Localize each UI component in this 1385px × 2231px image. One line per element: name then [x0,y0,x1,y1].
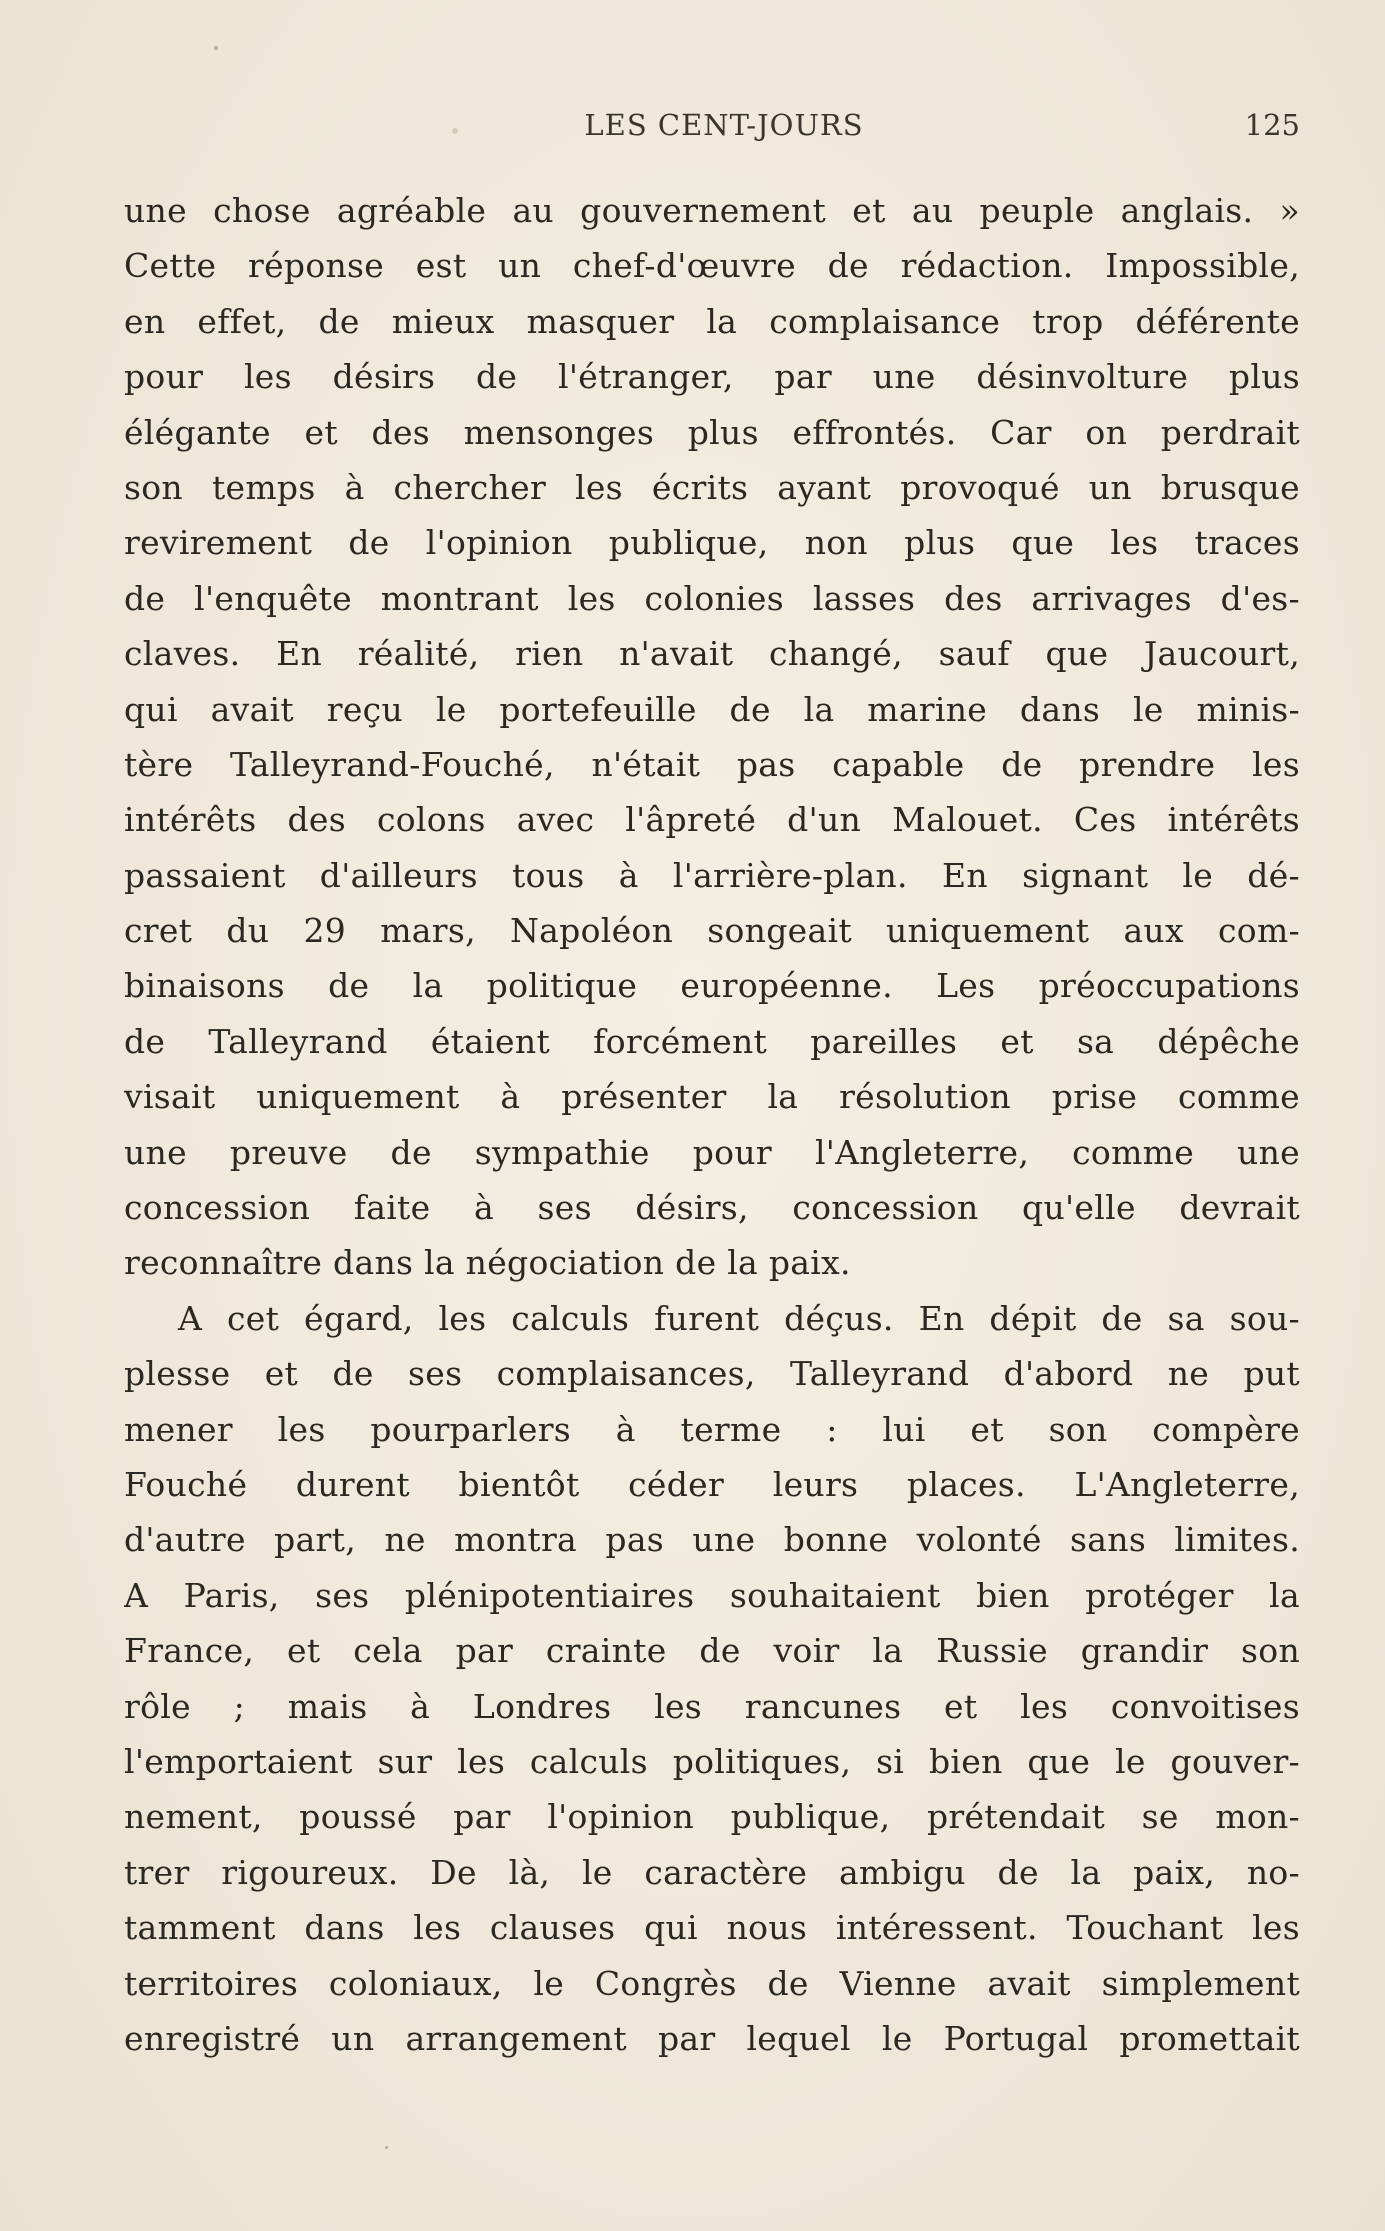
text-line: de Talleyrand étaient forcément pareilles et sa dépêche [124,1021,1300,1061]
text-line: en effet, de mieux masquer la complaisance trop déférente [124,301,1300,341]
text-line: Fouché durent bientôt céder leurs places. L'Angleterre, [124,1464,1300,1504]
text-line: une preuve de sympathie pour l'Angleterre, comme une [124,1132,1300,1172]
text-line: cret du 29 mars, Napoléon songeait uniquement aux com- [124,911,1300,951]
text-line: élégante et des mensonges plus effrontés. Car on perdrait [124,412,1300,452]
text-line: revirement de l'opinion publique, non plus que les traces [124,523,1300,563]
text-line: pour les désirs de l'étranger, par une désinvolture plus [124,357,1300,397]
text-line: reconnaître dans la négociation de la paix. [124,1243,851,1283]
text-line: tamment dans les clauses qui nous intéressent. Touchant les [124,1908,1300,1948]
text-line: passaient d'ailleurs tous à l'arrière-plan. En signant le dé- [124,855,1300,895]
text-line: France, et cela par crainte de voir la Russie grandir son [124,1631,1300,1671]
text-line: de l'enquête montrant les colonies lasses des arrivages d'es- [124,578,1300,618]
page-number: 125 [1244,108,1300,142]
text-line: l'emportaient sur les calculs politiques, si bien que le gouver- [124,1741,1300,1781]
text-line: A Paris, ses plénipotentiaires souhaitaient bien protéger la [124,1575,1300,1615]
text-line: binaisons de la politique européenne. Les préoccupations [124,966,1300,1006]
paper-speck [385,2146,388,2149]
text-line: A cet égard, les calculs furent déçus. En dépit de sa sou- [178,1298,1300,1338]
text-line: plesse et de ses complaisances, Talleyrand d'abord ne put [124,1354,1300,1394]
text-line: concession faite à ses désirs, concession qu'elle devrait [124,1188,1300,1228]
text-line: visait uniquement à présenter la résolution prise comme [124,1077,1300,1117]
text-line: mener les pourparlers à terme : lui et son compère [124,1409,1300,1449]
text-line: trer rigoureux. De là, le caractère ambigu de la paix, no- [124,1852,1300,1892]
text-line: d'autre part, ne montra pas une bonne volonté sans limites. [124,1520,1300,1560]
paper-speck [214,46,218,50]
text-line: tère Talleyrand-Fouché, n'était pas capable de prendre les [124,744,1300,784]
text-line: rôle ; mais à Londres les rancunes et les convoitises [124,1686,1300,1726]
text-line: territoires coloniaux, le Congrès de Vienne avait simplement [124,1963,1300,2003]
text-line: enregistré un arrangement par lequel le Portugal promettait [124,2018,1300,2058]
body-text [124,183,1300,2066]
text-line: nement, poussé par l'opinion publique, prétendait se mon- [124,1797,1300,1837]
page-header [124,108,1324,148]
text-line: une chose agréable au gouvernement et au peuple anglais. » [124,191,1300,230]
running-title: LES CENT-JOURS [584,108,864,142]
text-line: qui avait reçu le portefeuille de la marine dans le minis- [124,689,1300,729]
text-line: Cette réponse est un chef-d'œuvre de rédaction. Impossible, [124,246,1300,286]
text-line: claves. En réalité, rien n'avait changé, sauf que Jaucourt, [124,634,1300,674]
text-line: son temps à chercher les écrits ayant provoqué un brusque [124,467,1300,507]
text-line: intérêts des colons avec l'âpreté d'un Malouet. Ces intérêts [124,800,1300,840]
